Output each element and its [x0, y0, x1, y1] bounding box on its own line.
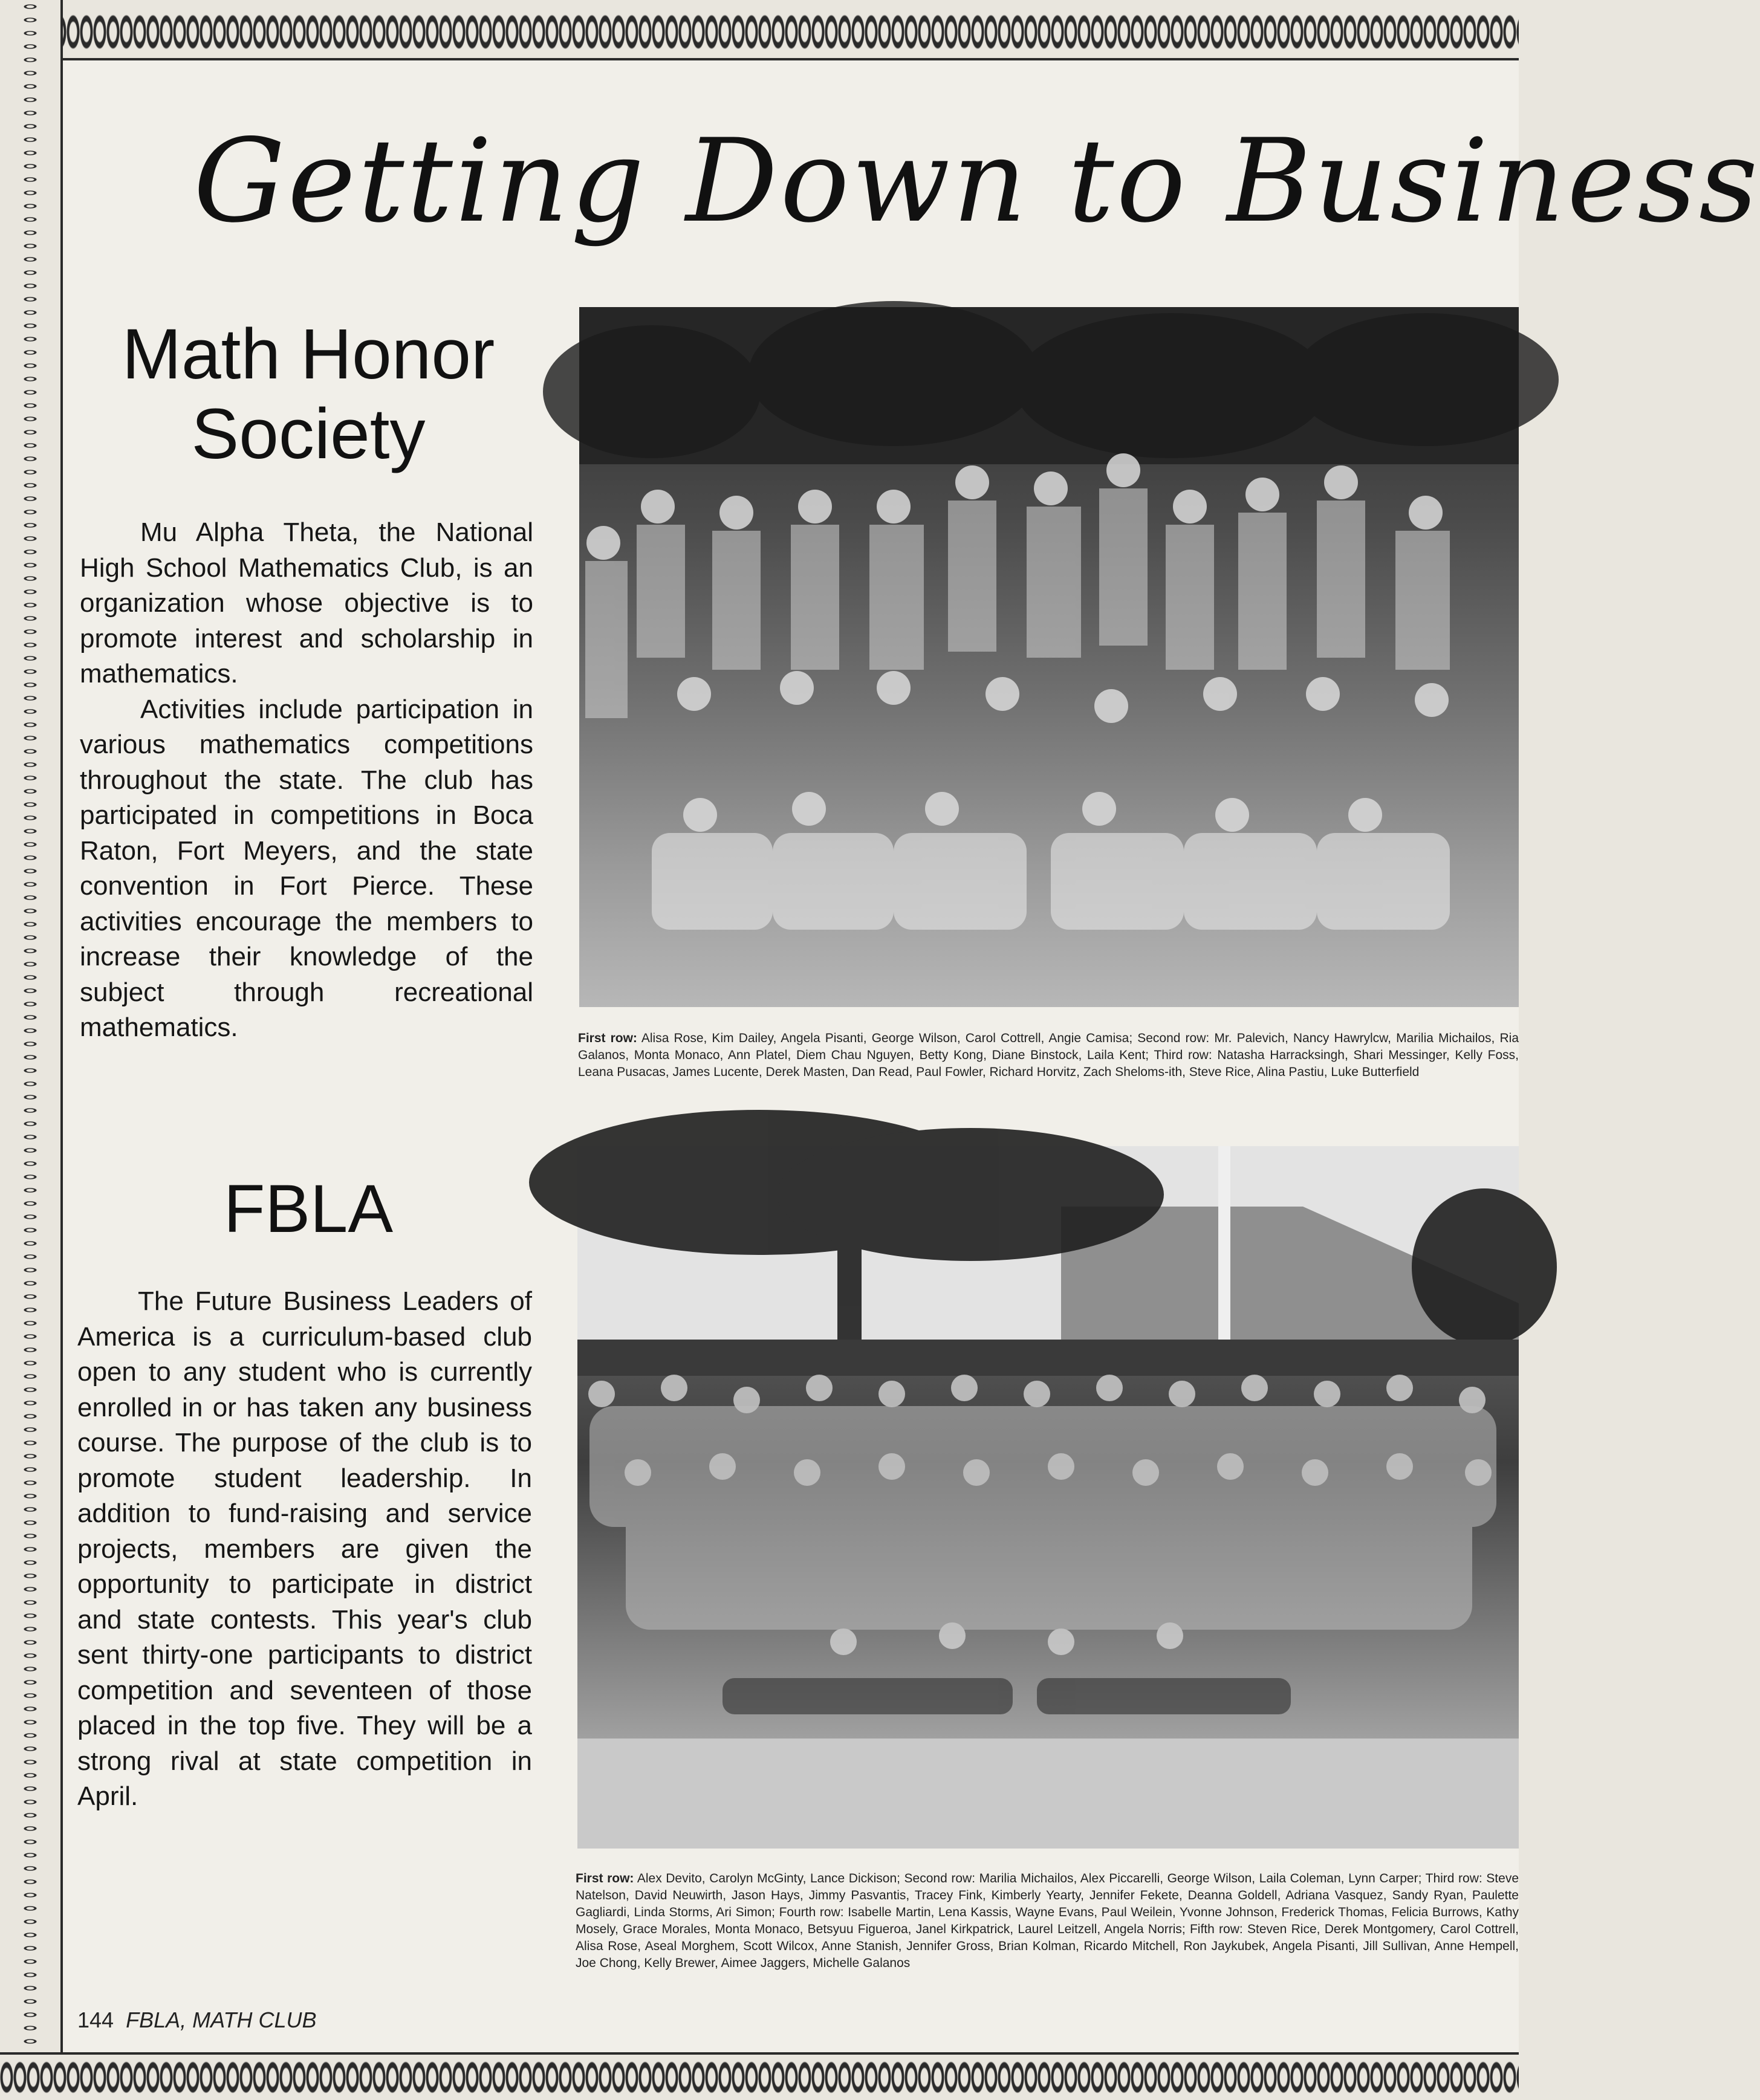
fbla-heading: FBLA — [223, 1171, 394, 1246]
fbla-caption-names: Alex Devito, Carolyn McGinty, Lance Dickison; Second row: Marilia Michailos, Alex Piccarelli, George Wilson, Laila Coleman, Lynn Carper; Third row: Steve Natelson, David Neuwirth, Jason Hays, Jimmy Pasvantis, Tracey Fink, Kimberly Yearty, Jennifer Fekete, Deanna Goldell, Adriana Vasquez, Sandy Ryan, Paulette Gagliardi, Linda Storms, Ari Simon; Fourth row: Isabelle Martin, Lena Kassis, Wayne Evans, Paul Weilein, Yvonne Johnson, Frederick Thomas, Felicia Burrows, Kathy Mosely, Grace Morales, Monta Monaco, Betsyuu Figueroa, Janel Kirkpatrick, Laurel Leitzell, Angela Norris; Fifth row: Steven Rice, Derek Montgomery, Carol Cottrell, Alisa Rose, Aseal Morghem, Scott Wilcox, Anne Stanish, Jennifer Gross, Brian Kolman, Ricardo Mitchell, Ron Jaykubek, Angela Pisanti, Jill Sullivan, Anne Hempell, Joe Chong, Kelly Brewer, Aimee Jaggers, Michelle Galanos — [576, 1872, 1519, 1970]
math-honor-society-caption — [578, 1030, 1519, 1103]
spiral-border-left — [0, 0, 63, 2098]
fbla-caption — [576, 1870, 1519, 1997]
fbla-group-photo — [577, 1146, 1519, 1849]
math-paragraph-2: Activities include participation in various mathematics competitions throughout the state. The club has participated in competitions in Boca Raton, Fort Meyers, and the state convention in Fort Pierce. These activities encourage the members to increase their knowledge of the subject through recreational mathematics. — [80, 694, 533, 1042]
page-section-label: FBLA, MATH CLUB — [126, 2008, 317, 2032]
group-photo-placeholder-icon — [577, 1146, 1519, 1849]
page-number: 144 — [77, 2008, 114, 2032]
math-caption-names: Alisa Rose, Kim Dailey, Angela Pisanti, George Wilson, Carol Cottrell, Angie Camisa; Second row: Mr. Palevich, Nancy Hawrylcw, Marilia Michailos, Ria Galanos, Monta Monaco, Ann Platel, Diem Chau Nguyen, Betty Kong, Diane Binstock, Laila Kent; Third row: Natasha Harracksingh, Shari Messinger, Kelly Foss, Leana Pusacas, James Lucente, Derek Masten, Dan Read, Paul Fowler, Richard Horvitz, Zach Sheloms-ith, Steve Rice, Alina Pastiu, Luke Butterfield — [578, 1031, 1519, 1079]
fbla-caption-lead: First row: — [576, 1872, 634, 1885]
math-honor-society-heading: Math Honor Society — [122, 314, 495, 474]
spiral-border-bottom — [0, 2052, 1519, 2100]
math-honor-society-body — [80, 515, 533, 1046]
spiral-border-top — [0, 0, 1519, 60]
fbla-paragraph-1: The Future Business Leaders of America is a curriculum-based club open to any student who is currently enrolled in or has taken any business course. The purpose of the club is to promote student leadership. In addition to fund-raising and service projects, members are given the opportunity to participate in district and state contests. This year's club sent thirty-one participants to district competition and seventeen of those placed in the top five. They will be a strong rival at state competition in April. — [77, 1286, 532, 1811]
page-title: Getting Down to Business — [193, 114, 1760, 248]
math-honor-society-group-photo — [579, 307, 1519, 1007]
group-photo-placeholder-icon — [579, 307, 1519, 1007]
fbla-body — [77, 1284, 532, 1815]
page-folio — [77, 2007, 316, 2034]
math-paragraph-1: Mu Alpha Theta, the National High School Mathematics Club, is an organization whose objective is to promote interest and scholarship in mathematics. — [80, 517, 533, 689]
math-caption-lead: First row: — [578, 1031, 637, 1045]
